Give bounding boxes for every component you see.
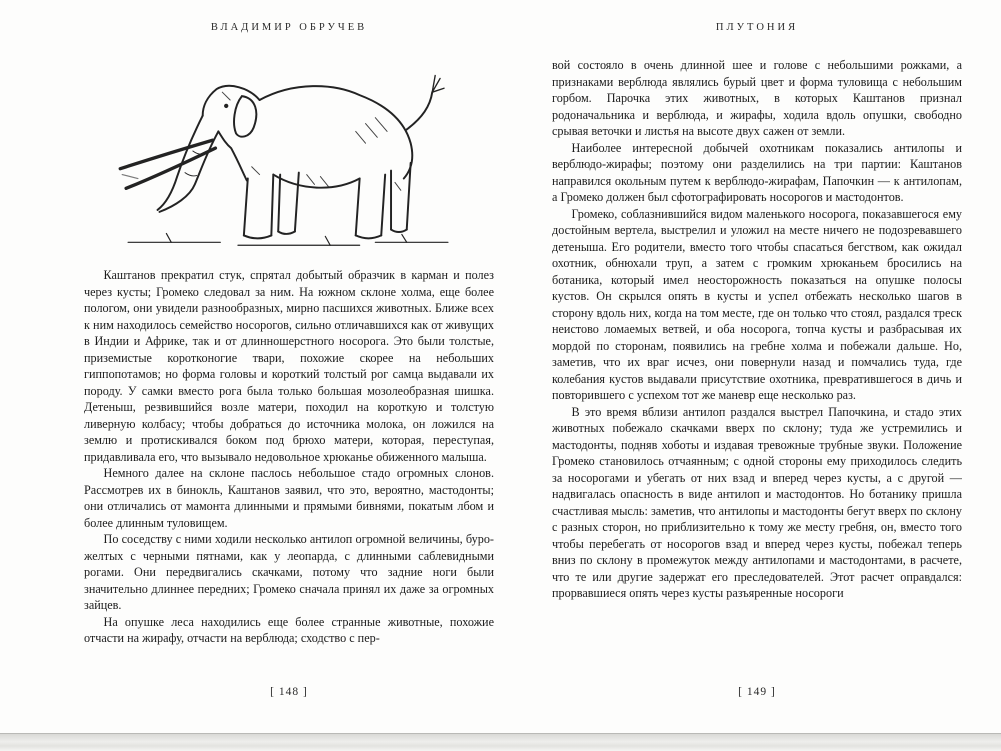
paragraph: По соседству с ними ходили несколько антилоп огромной величины, буро-желтых с черными пятнами, как у леопарда, с длинными саблевидными рогами. Они передвигались скачками, потому что задние ноги были значительно длиннее передних; Громеко сначала принял их даже за огромных зайцев.: [84, 532, 494, 612]
running-head-title: ПЛУТОНИЯ: [715, 22, 799, 33]
mastodon-illustration: [111, 49, 467, 257]
book-bottom-edge: [0, 733, 1001, 751]
paragraph: В это время вблизи антилоп раздался выстрел Папочкина, и стадо этих животных побежало скачками вверх по склону; туда же устремились и мастодонты, подняв хоботы и издавая тревожные трубные звуки. Положение Громеко становилось отчаянным; с одной стороны ему приходилось следить за носорогами и убегать от них взад и вперед через кусты, а с другой — надвигалась опасность в виде антилоп и мастодонтов. Но ботанику пришла счастливая мысль: заметив, что антилопы и мастодонты бегут вверх по склону с разных сторон, но приблизительно к тому же месту гребня, он, вместо того чтобы перебегать от носорогов взад и вперед через кусты, побежал теперь вниз по склону в промежуток между антилопами и мастодонтами, в расчете, что те или другие задержат его преследователей. Этот расчет оправдался: прорвавшиеся опять через кусты разъяренные носороги: [552, 404, 962, 600]
mastodon-drawing: [111, 49, 467, 257]
paragraph: На опушке леса находились еще более странные животные, похожие отчасти на жирафу, отчасти на верблюда; сходство с пер-: [84, 614, 494, 645]
paragraph: Немного далее на склоне паслось небольшое стадо огромных слонов. Рассмотрев их в бинокль, Каштанов заявил, что это, вероятно, мастодонты; они отличались от мамонта длинными и прямыми бивнями, покатым лбом и более длинным туловищем.: [84, 466, 494, 530]
page-number-left: [ 148 ]: [270, 686, 308, 698]
left-page-text: [84, 267, 494, 695]
paragraph: Громеко, соблазнившийся видом маленького носорога, показавшегося ему достойным вертела, выстрелил и уложил на месте ничего не подозревавшего детеныша. Его родители, вместо того чтобы спасаться бегством, как ожидал охотник, обнюхали труп, а затем с громким хрюканьем бросились на ботаника, который имел неосторожность показаться на опушке полосы кустов. Он скрылся опять в кусты и успел отбежать несколько шагов в сторону вдоль них, когда на том месте, где он только что стоял, раздался треск неистово ломаемых ветвей, и оба носорога, топча кусты и разбрасывая их мордой по сторонам, появились на гребне холма и побежали дальше. Но, заметив, что их враг исчез, они повернули назад и помчались туда, где колебания кустов выдавали присутствие охотника, превратившегося в дичь и повторившего с успехом тот же маневр еще несколько раз.: [552, 206, 962, 402]
paragraph: Каштанов прекратил стук, спрятал добытый образчик в карман и полез через кусты; Громеко следовал за ним. На южном склоне холма, еще более пологом, они увидели разнообразных, мирно пасшихся животных. Ближе всех к ним находилось семейство носорогов, сильно отличавшихся как от живущих в Индии и Африке, так и от длинношерстного носорога. Это были толстые, приземистые коротконогие твари, похожие скорее на небольших гиппопотамов; но форма головы и короткий толстый рог самца выдавали их породу. У самки вместо рога была только большая мозолеобразная шишка. Детеныш, резвившийся возле матери, походил на короткую и толстую ливерную колбасу; чтобы добраться до источника молока, он ложился на землю и протискивался боком под брюхо матери, которая, переступая, придавливала его, что вызывало недовольное хрюканье обиженного малыша.: [84, 268, 494, 464]
right-page-text: [552, 57, 962, 697]
page-number-right: [ 149 ]: [738, 686, 776, 698]
paragraph: Наиболее интересной добычей охотникам показались антилопы и верблюдо-жирафы; поэтому они разделились на три партии: Каштанов направился окольным путем к верблюдо-жирафам, Папочкин — к антилопам, а Громеко должен был сфотографировать носорогов и мастодонтов.: [552, 140, 962, 204]
page-right: [552, 0, 962, 730]
running-head-author: ВЛАДИМИР ОБРУЧЕВ: [210, 22, 368, 33]
page-left: [84, 0, 494, 730]
paragraph: вой состояло в очень длинной шее и голове с небольшими рожками, а признаками верблюда являлись бурый цвет и форма туловища с небольшим горбом. Парочка этих животных, в которых Каштанов признал родоначальника и верблюда, и жирафы, ходила вдоль опушки, свободно срывая веточки и листья на высоте двух сажен от земли.: [552, 58, 962, 138]
